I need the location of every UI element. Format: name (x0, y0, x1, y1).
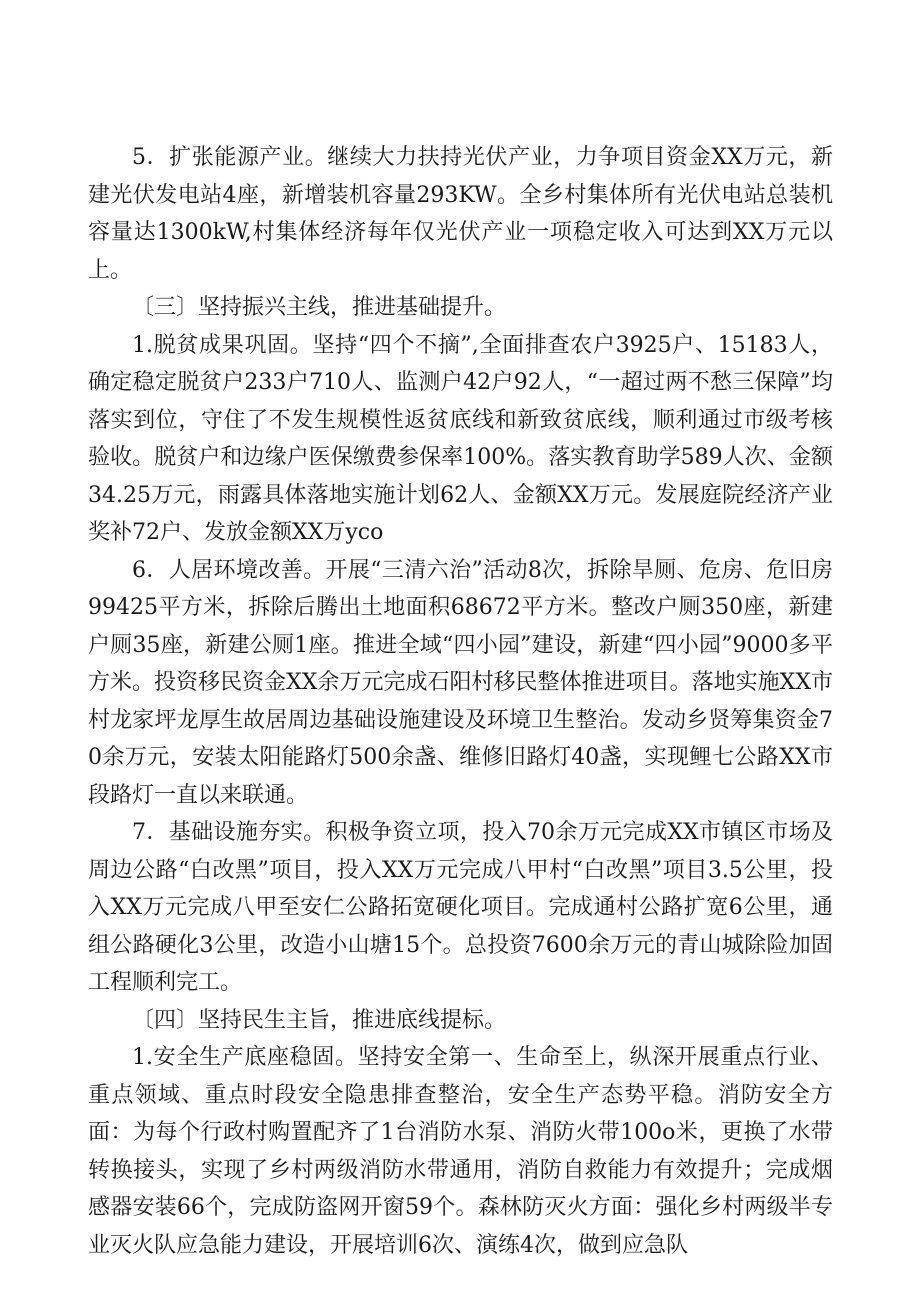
section-heading-four: 〔四〕坚持民生主旨，推进底线提标。 (132, 1007, 507, 1033)
document-body (88, 139, 833, 1264)
paragraph-living-environment: 6．人居环境改善。开展“三清六治”活动8次，拆除旱厕、危房、危旧房99425平方米，拆除后腾出土地面积68672平方米。整改户厕350座，新建户厕35座，新建公厕1座。推进全域“四小园”建设，新建“四小园”9000多平方米。投资移民资金XX余万元完成石阳村移民整体推进项目。落地实施XX市村龙家坪龙厚生故居周边基础设施建设及环境卫生整治。发动乡贤筹集资金70余万元，安装太阳能路灯500余盏、维修旧路灯40盏，实现鲤七公路XX市段路灯一直以来联通。 (88, 557, 833, 808)
section-heading-three: 〔三〕坚持振兴主线，推进基础提升。 (132, 295, 507, 320)
paragraph-production-safety: 1.安全生产底座稳固。坚持安全第一、生命至上，纵深开展重点行业、重点领域、重点时段安全隐患排查整治，安全生产态势平稳。消防安全方面：为每个行政村购置配齐了1台消防水泵、消防火带100o米，更换了水带转换接头，实现了乡村两级消防水带通用，消防自救能力有效提升；完成烟感器安装66个，完成防盗网开窗59个。森林防灭火方面：强化乡村两级半专业灭火队应急能力建设，开展培训6次、演练4次，做到应急队 (88, 1045, 833, 1258)
paragraph-infrastructure: 7．基础设施夯实。积极争资立项，投入70余万元完成XX市镇区市场及周边公路“白改黑”项目，投入XX万元完成八甲村“白改黑”项目3.5公里，投入XX万元完成八甲至安仁公路拓宽硬化项目。完成通村公路扩宽6公里，通组公路硬化3公里，改造小山塘15个。总投资7600余万元的青山城除险加固工程顺利完工。 (88, 820, 833, 995)
paragraph-poverty-consolidation: 1.脱贫成果巩固。坚持“四个不摘”,全面排查农户3925户、15183人，确定稳定脱贫户233户710人、监测户42户92人，“一超过两不愁三保障”均落实到位，守住了不发生规模性返贫底线和新致贫底线，顺利通过市级考核验收。脱贫户和边缘户医保缴费参保率100%。落实教育助学589人次、金额34.25万元，雨露具体落地实施计划62人、金额XX万元。发展庭院经济产业奖补72户、发放金额XX万yco (88, 332, 833, 545)
paragraph-energy-industry: 5．扩张能源产业。继续大力扶持光伏产业，力争项目资金XX万元，新建光伏发电站4座，新增装机容量293KW。全乡村集体所有光伏电站总装机容量达1300kW,村集体经济每年仅光伏产业一项稳定收入可达到XX万元以上。 (88, 145, 833, 283)
